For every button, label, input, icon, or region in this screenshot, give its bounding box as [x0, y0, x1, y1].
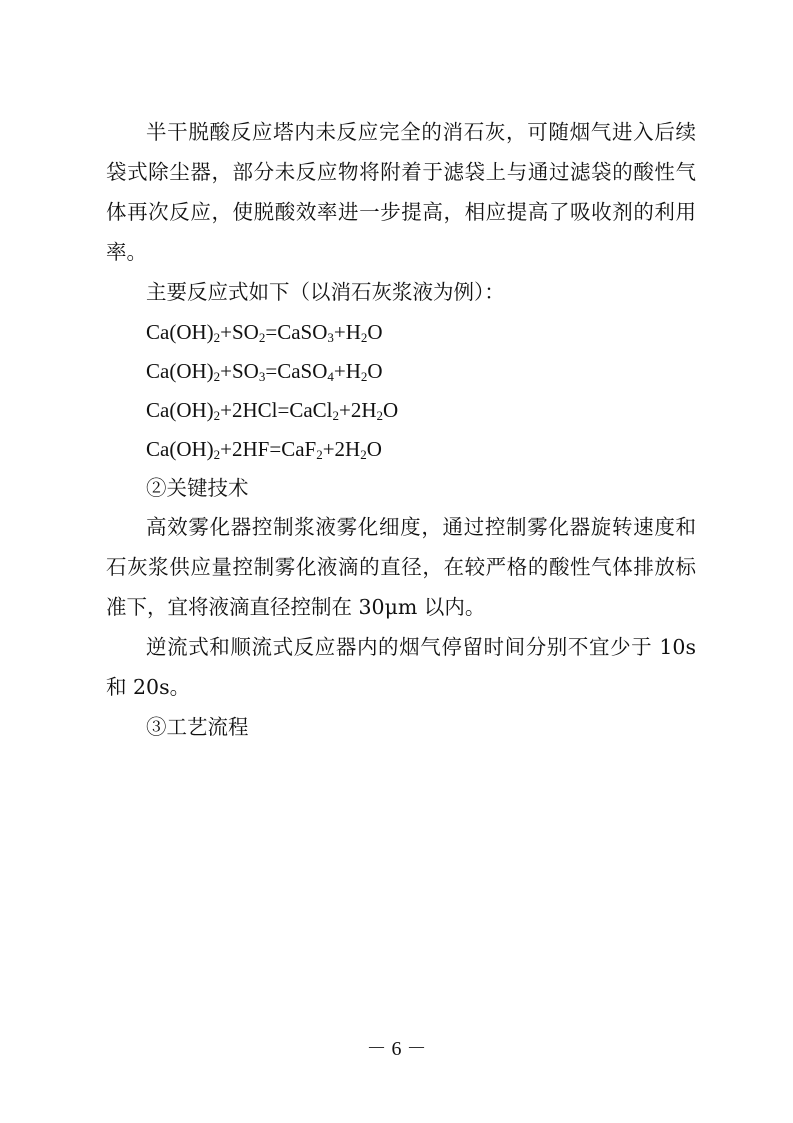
reaction-equation: $Ca(OH)_2+2HF=CaF_2+2H_2O$: [146, 437, 382, 462]
paragraph-line: 率。: [106, 240, 147, 264]
section-heading: ③工艺流程: [146, 715, 249, 739]
paragraph-line: 准下，宜将液滴直径控制在 30μm 以内。: [106, 595, 486, 619]
paragraph-line: 体再次反应，使脱酸效率进一步提高，相应提高了吸收剂的利用: [106, 200, 696, 224]
reaction-equation: $Ca(OH)_2+SO_3=CaSO_4+H_2O$: [146, 359, 383, 384]
page-number: － 6 －: [366, 1038, 427, 1060]
reaction-equation: $Ca(OH)_2+2HCl=CaCl_2+2H_2O$: [146, 398, 399, 423]
paragraph-line: 高效雾化器控制浆液雾化细度，通过控制雾化器旋转速度和: [146, 515, 696, 539]
paragraph-line: 和 20s。: [106, 675, 191, 699]
paragraph-line: 石灰浆供应量控制雾化液滴的直径，在较严格的酸性气体排放标: [106, 555, 696, 579]
section-heading: ②关键技术: [146, 476, 249, 500]
paragraph-line: 主要反应式如下（以消石灰浆液为例）：: [146, 280, 505, 304]
paragraph-line: 半干脱酸反应塔内未反应完全的消石灰，可随烟气进入后续: [146, 120, 696, 144]
reaction-equation: $Ca(OH)_2+SO_2=CaSO_3+H_2O$: [146, 320, 383, 345]
paragraph-line: 袋式除尘器，部分未反应物将附着于滤袋上与通过滤袋的酸性气: [106, 160, 696, 184]
paragraph-line: 逆流式和顺流式反应器内的烟气停留时间分别不宜少于 10s: [146, 635, 696, 659]
